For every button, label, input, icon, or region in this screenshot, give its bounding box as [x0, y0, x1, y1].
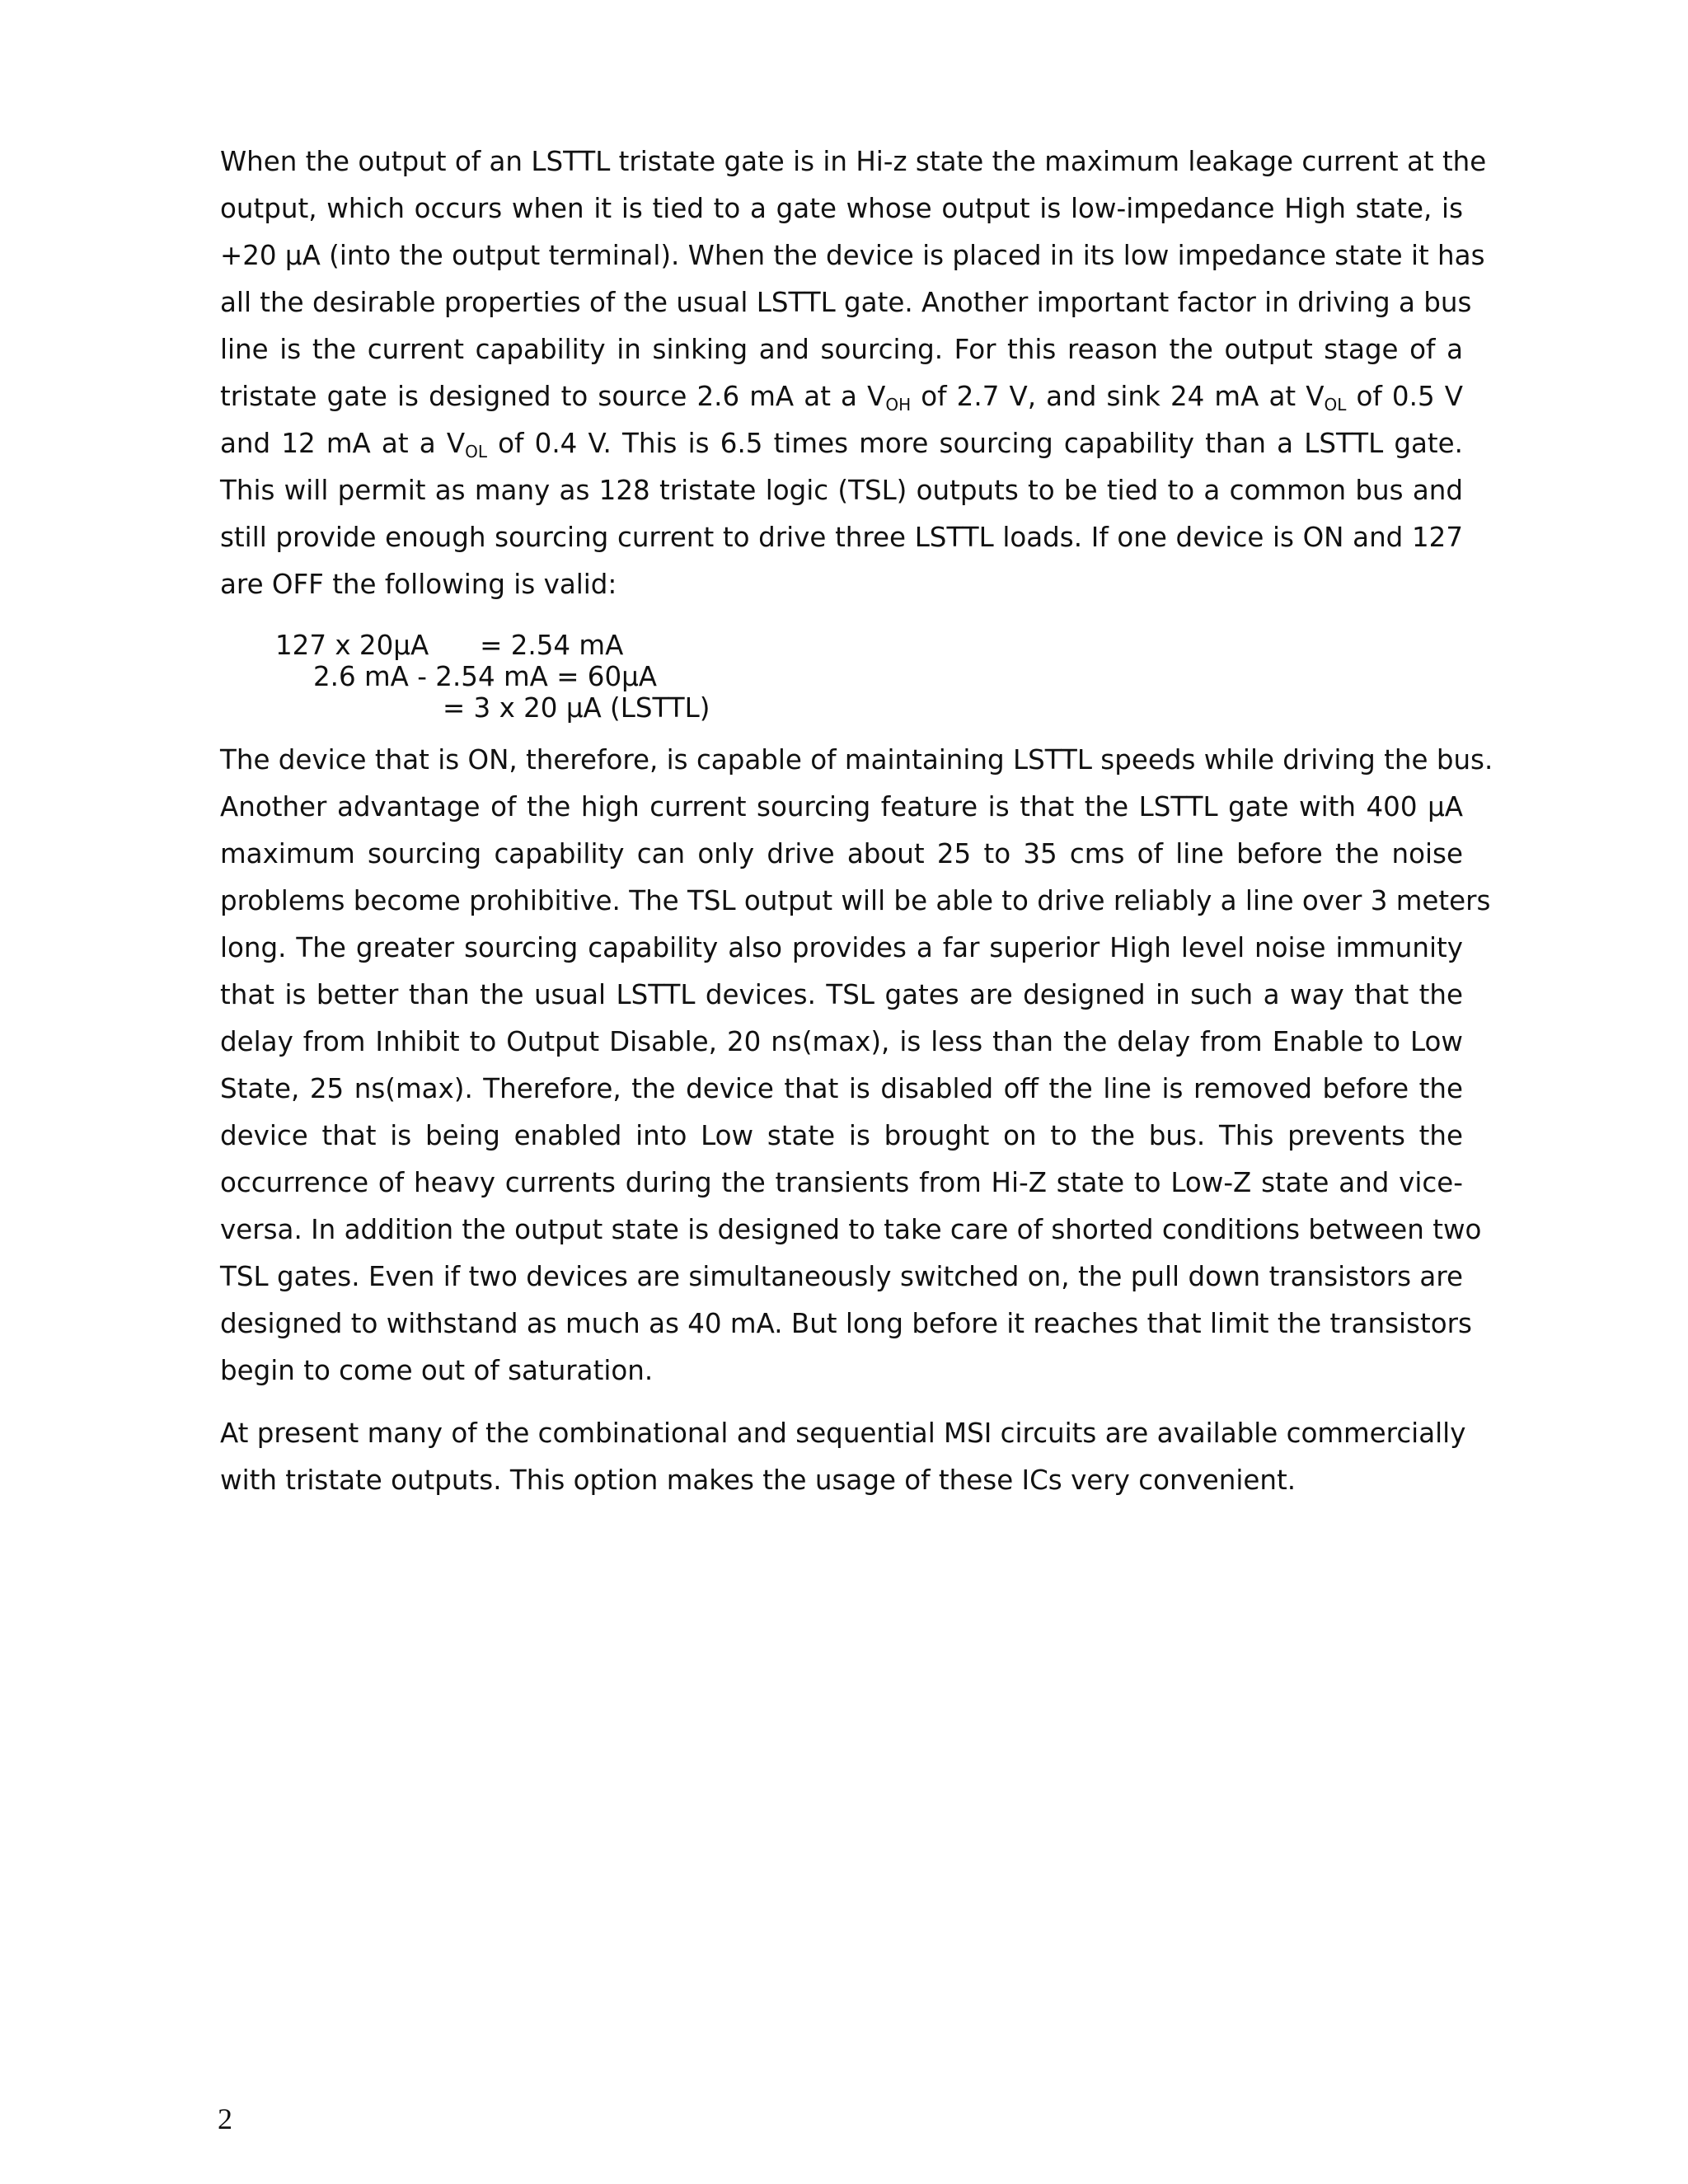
text-line: State, 25 ns(max). Therefore, the device that is disabled off the line is removed before the: [220, 1073, 1463, 1104]
text-line: delay from Inhibit to Output Disable, 20 ns(max), is less than the delay from Enable to Low: [220, 1026, 1463, 1057]
paragraph-msi-availability: [220, 1410, 1466, 1504]
calculation-line: = 3 x 20 μA (LSTTL): [443, 692, 710, 724]
text-line: line is the current capability in sinking and sourcing. For this reason the output stage of a: [220, 334, 1463, 365]
text-line: are OFF the following is valid:: [220, 569, 617, 600]
text-line: device that is being enabled into Low state is brought on to the bus. This prevents the: [220, 1120, 1463, 1151]
text-line: problems become prohibitive. The TSL output will be able to drive reliably a line over 3 meters: [220, 885, 1491, 916]
text-line: tristate gate is designed to source 2.6 mA at a $V_{OH}$ of 2.7 V, and sink 24 mA at $V_{OL}$ of 0.5 V: [220, 381, 1463, 415]
text-line: versa. In addition the output state is designed to take care of shorted conditions between two: [220, 1214, 1482, 1245]
text-line: This will permit as many as 128 tristate logic (TSL) outputs to be tied to a common bus and: [220, 475, 1463, 506]
subscript-oh: OH: [885, 395, 912, 415]
calculation-line: 127 x 20μA = 2.54 mA: [275, 630, 624, 661]
paragraph-tristate-leakage: [220, 138, 1487, 608]
text-line: and 12 mA at a $V_{OL}$ of 0.4 V. This is 6.5 times more sourcing capability than a LSTTL gate.: [220, 428, 1463, 462]
subscript-ol: OL: [1324, 395, 1347, 415]
text-line: long. The greater sourcing capability also provides a far superior High level noise immunity: [220, 932, 1463, 963]
text-line: At present many of the combinational and sequential MSI circuits are available commercially: [220, 1418, 1466, 1449]
text-line: occurrence of heavy currents during the transients from Hi-Z state to Low-Z state and vice-: [220, 1167, 1463, 1198]
text-line: The device that is ON, therefore, is capable of maintaining LSTTL speeds while driving the bus.: [220, 744, 1493, 776]
text-line: Another advantage of the high current sourcing feature is that the LSTTL gate with 400 μA: [220, 791, 1463, 823]
text-line: with tristate outputs. This option makes the usage of these ICs very convenient.: [220, 1465, 1296, 1496]
page-number: 2: [218, 2102, 232, 2135]
text-line: When the output of an LSTTL tristate gate is in Hi-z state the maximum leakage current at the: [220, 146, 1487, 177]
text-line: begin to come out of saturation.: [220, 1355, 654, 1386]
text-line: +20 μA (into the output terminal). When the device is placed in its low impedance state it has: [220, 240, 1485, 271]
subscript-ol: OL: [465, 442, 487, 462]
text-line: all the desirable properties of the usual LSTTL gate. Another important factor in driving a bus: [220, 287, 1472, 318]
text-line: maximum sourcing capability can only drive about 25 to 35 cms of line before the noise: [220, 838, 1463, 869]
text-line: that is better than the usual LSTTL devices. TSL gates are designed in such a way that the: [220, 979, 1463, 1010]
text-line: designed to withstand as much as 40 mA. But long before it reaches that limit the transistors: [220, 1308, 1472, 1339]
paragraph-tsl-advantages: [220, 737, 1493, 1394]
text-line: still provide enough sourcing current to drive three LSTTL loads. If one device is ON and 127: [220, 522, 1463, 553]
text-line: output, which occurs when it is tied to a gate whose output is low-impedance High state, is: [220, 193, 1463, 224]
calculation-line: 2.6 mA - 2.54 mA = 60μA: [313, 661, 658, 692]
text-line: TSL gates. Even if two devices are simultaneously switched on, the pull down transistors are: [220, 1261, 1463, 1292]
